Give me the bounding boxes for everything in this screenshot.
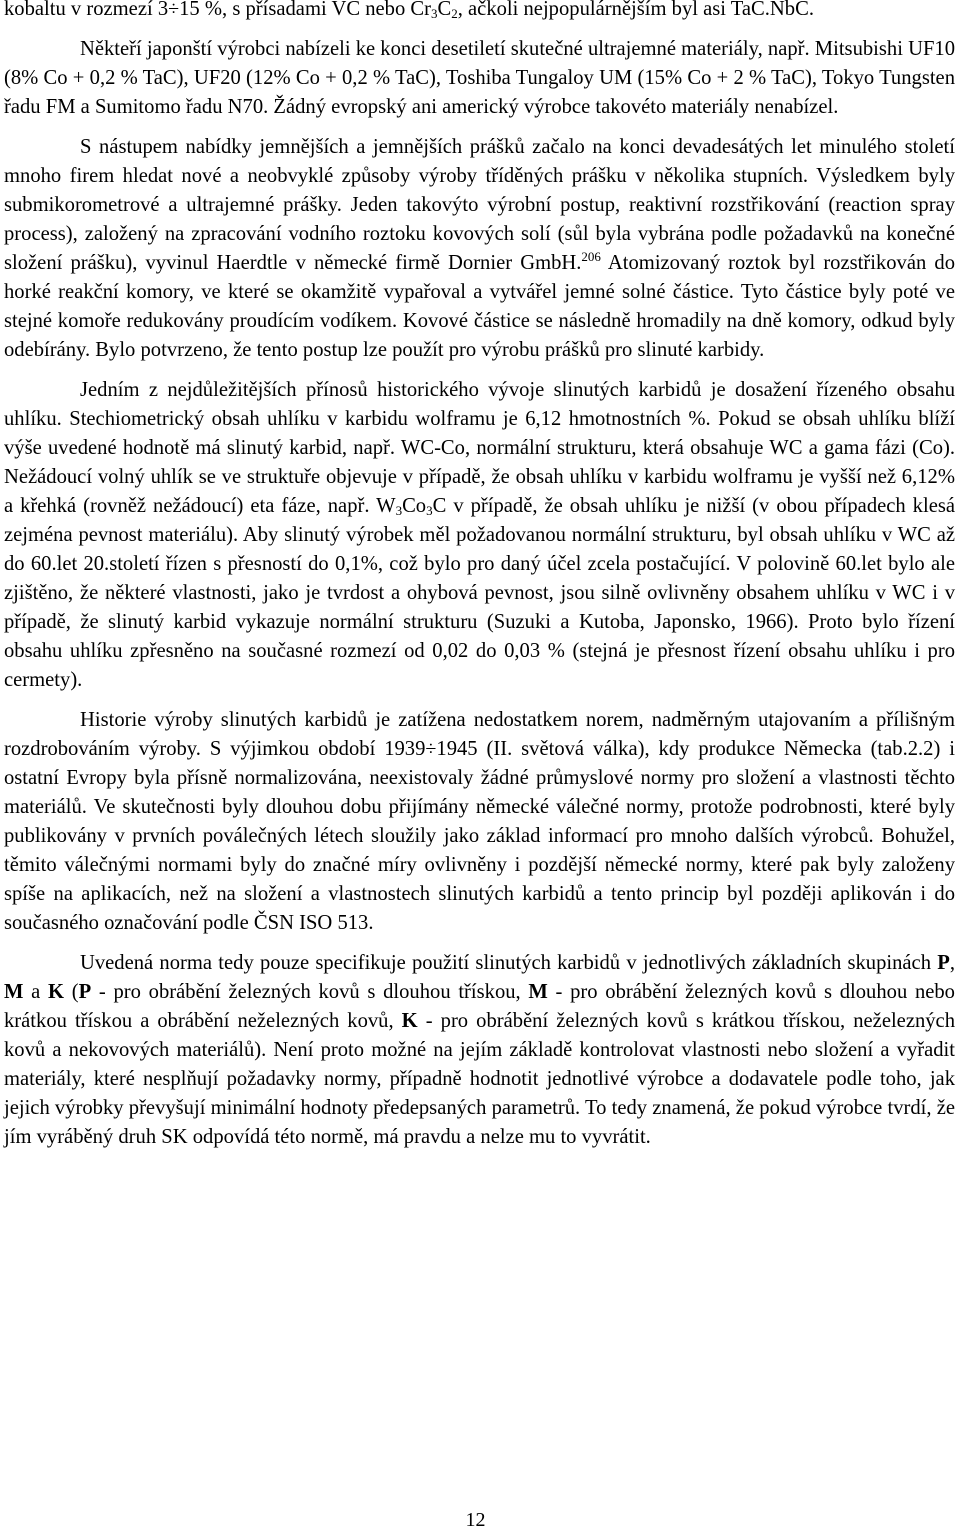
subscript: 2 <box>451 6 458 21</box>
paragraph-2: Někteří japonští výrobci nabízeli ke konci desetiletí skutečné ultrajemné materiály, např. Mitsubishi UF10 (8% Co + 0,2 % TaC), UF20 (12% Co + 0,2 % TaC), Toshiba Tungaloy UM (15% Co + 2 % TaC), Tokyo Tungsten řadu FM a Sumitomo řadu N70. Žádný evropský ani americký výrobce takovéto materiály nenabízel. <box>4 38 955 118</box>
subscript: 3 <box>395 503 403 518</box>
text-run: 1945 (II. světová válka), kdy produkce Německa (tab.2.2) i ostatní Evropy byla přísně normalizována, neexistovaly žádné průmyslové normy pro složení a vlastnosti těchto materiálů. Ve skutečnosti byly dlouhou dobu přijímány německé válečné normy, protože podrobnosti, které byly publikovány v prvních poválečných létech sloužily jako základ informací pro mnoho dalších výrobců. Bohužel, těmito válečnými normami byly do značné míry ovlivněny i pozdější německé normy, které pak byly založeny spíše na aplikacích, než na složení a vlastnostech slinutých karbidů a tento princip byl později aplikován i do současného označování podle ČSN ISO 513. <box>4 738 955 934</box>
subscript: 3 <box>431 6 438 21</box>
division-sign: ÷ <box>168 0 180 20</box>
text-run: C v případě, že obsah uhlíku je nižší (v obou případech klesá zejména pevnost materiálu). Aby slinutý výrobek měl požadovanou normální strukturu, byl obsah uhlíku v WC až do 60.let 20.století řízen s přesností do 0,1%, což bylo pro daný účel zcela postačující. V polovině 60.let bylo ale zjištěno, že některé vlastnosti, jako je tvrdost a ohybová pevnost, jsou silně ovlivněny obsahem uhlíku v WC i v případě, že slinutý karbid vykazuje normální strukturu (Suzuki a Kutoba, Japonsko, 1966). Proto bylo řízení obsahu uhlíku zpřesněno na současné rozmezí od 0,02 do 0,03 % (stejná je přesnost řízení obsahu uhlíku i pro cermety). <box>4 495 955 691</box>
text-run: - pro obrábění železných kovů s dlouhou nebo krátkou třískou a obrábění neželezných kovů, <box>4 981 955 1032</box>
group-letter-k: K <box>401 1010 418 1032</box>
text-run: 15 %, s přísadami VC nebo Cr <box>179 0 431 20</box>
group-letter-p: P <box>937 952 950 974</box>
reference-superscript: 206 <box>581 249 601 264</box>
page-number: 12 <box>465 1509 486 1531</box>
paragraph-4 <box>4 376 955 695</box>
text-run: - pro obrábění železných kovů s krátkou třískou, neželezných kovů a nekovových materiálů). Není proto možné na jejím základě kontrolovat vlastnosti nebo složení a vyřadit materiály, které nesplňují požadavky normy, případně hodnotit jednotlivé výrobce a dodavatele podle toho, jak jejich výrobky převyšují minimální hodnoty předepsaných parametrů. To tedy znamená, že pokud výrobce tvrdí, že jím vyráběný druh SK odpovídá této normě, má pravdu a nelze mu to vyvrátit. <box>4 1010 955 1148</box>
group-letter-m: M <box>4 981 24 1003</box>
paragraph-1 <box>4 0 955 24</box>
paragraph-5 <box>4 706 955 938</box>
subscript: 3 <box>426 503 433 518</box>
paragraph-3 <box>4 133 955 365</box>
text-run: Uvedená norma tedy pouze specifikuje použití slinutých karbidů v jednotlivých základních skupinách <box>80 952 938 974</box>
text-run: Atomizovaný roztok byl rozstřikován do horké reakční komory, ve které se okamžitě vypařoval a vytvářel jemné solné částice. Tyto částice byly poté ve stejné komoře redukovány proudícím vodíkem. Kovové částice se následně hromadily na dně komory, odkud byly odebírány. Bylo potvrzeno, že tento postup lze použít pro výrobu prášků pro slinuté karbidy. <box>4 252 955 361</box>
text-run: - pro obrábění železných kovů s dlouhou třískou, <box>91 981 529 1003</box>
group-letter-k: K <box>48 981 65 1003</box>
paragraph-6 <box>4 949 955 1152</box>
text-run: , <box>949 952 955 974</box>
text-run: Historie výroby slinutých karbidů je zatížena nedostatkem norem, nadměrným utajovaním a přílišným rozdrobováním výroby. S výjimkou období 1939 <box>4 709 955 760</box>
text-run: ( <box>64 981 79 1003</box>
text-run: , ačkoli nejpopulárnějším byl asi TaC.NbC. <box>457 0 814 20</box>
text-run: Co <box>402 495 427 517</box>
group-letter-m: M <box>528 981 548 1003</box>
text-run: C <box>437 0 452 20</box>
text-run: S nástupem nabídky jemnějších a jemnějších prášků začalo na konci devadesátých let minulého století mnoho firem hledat nové a neobvyklé způsoby výroby tříděných prášku v několika stupních. Výsledkem byly submikorometrové a ultrajemné prášky. Jeden takovýto výrobní postup, reaktivní rozstřikování (reaction spray process), založený na zpracování vodního roztoku kovových solí (sůl byla vybrána podle požadavků na konečné složení prášku), vyvinul Haerdtle v německé firmě Dornier GmbH. <box>4 136 955 274</box>
division-sign: ÷ <box>425 738 437 760</box>
text-run: kobaltu v rozmezí 3 <box>4 0 169 20</box>
text-run: a <box>23 981 49 1003</box>
document-page <box>4 0 955 1537</box>
group-letter-p: P <box>78 981 92 1003</box>
text-run: Jedním z nejdůležitějších přínosů historického vývoje slinutých karbidů je dosažení řízeného obsahu uhlíku. Stechiometrický obsah uhlíku v karbidu wolframu je 6,12 hmotnostních %. Pokud se obsah uhlíku blíží výše uvedené hodnotě má slinutý karbid, např. WC-Co, normální strukturu, která obsahuje WC a gama fázi (Co). Nežádoucí volný uhlík se ve struktuře objevuje v případě, že obsah uhlíku v karbidu wolframu je vyšší než 6,12% a křehká (rovněž nežádoucí) eta fáze, např. W <box>4 379 955 517</box>
